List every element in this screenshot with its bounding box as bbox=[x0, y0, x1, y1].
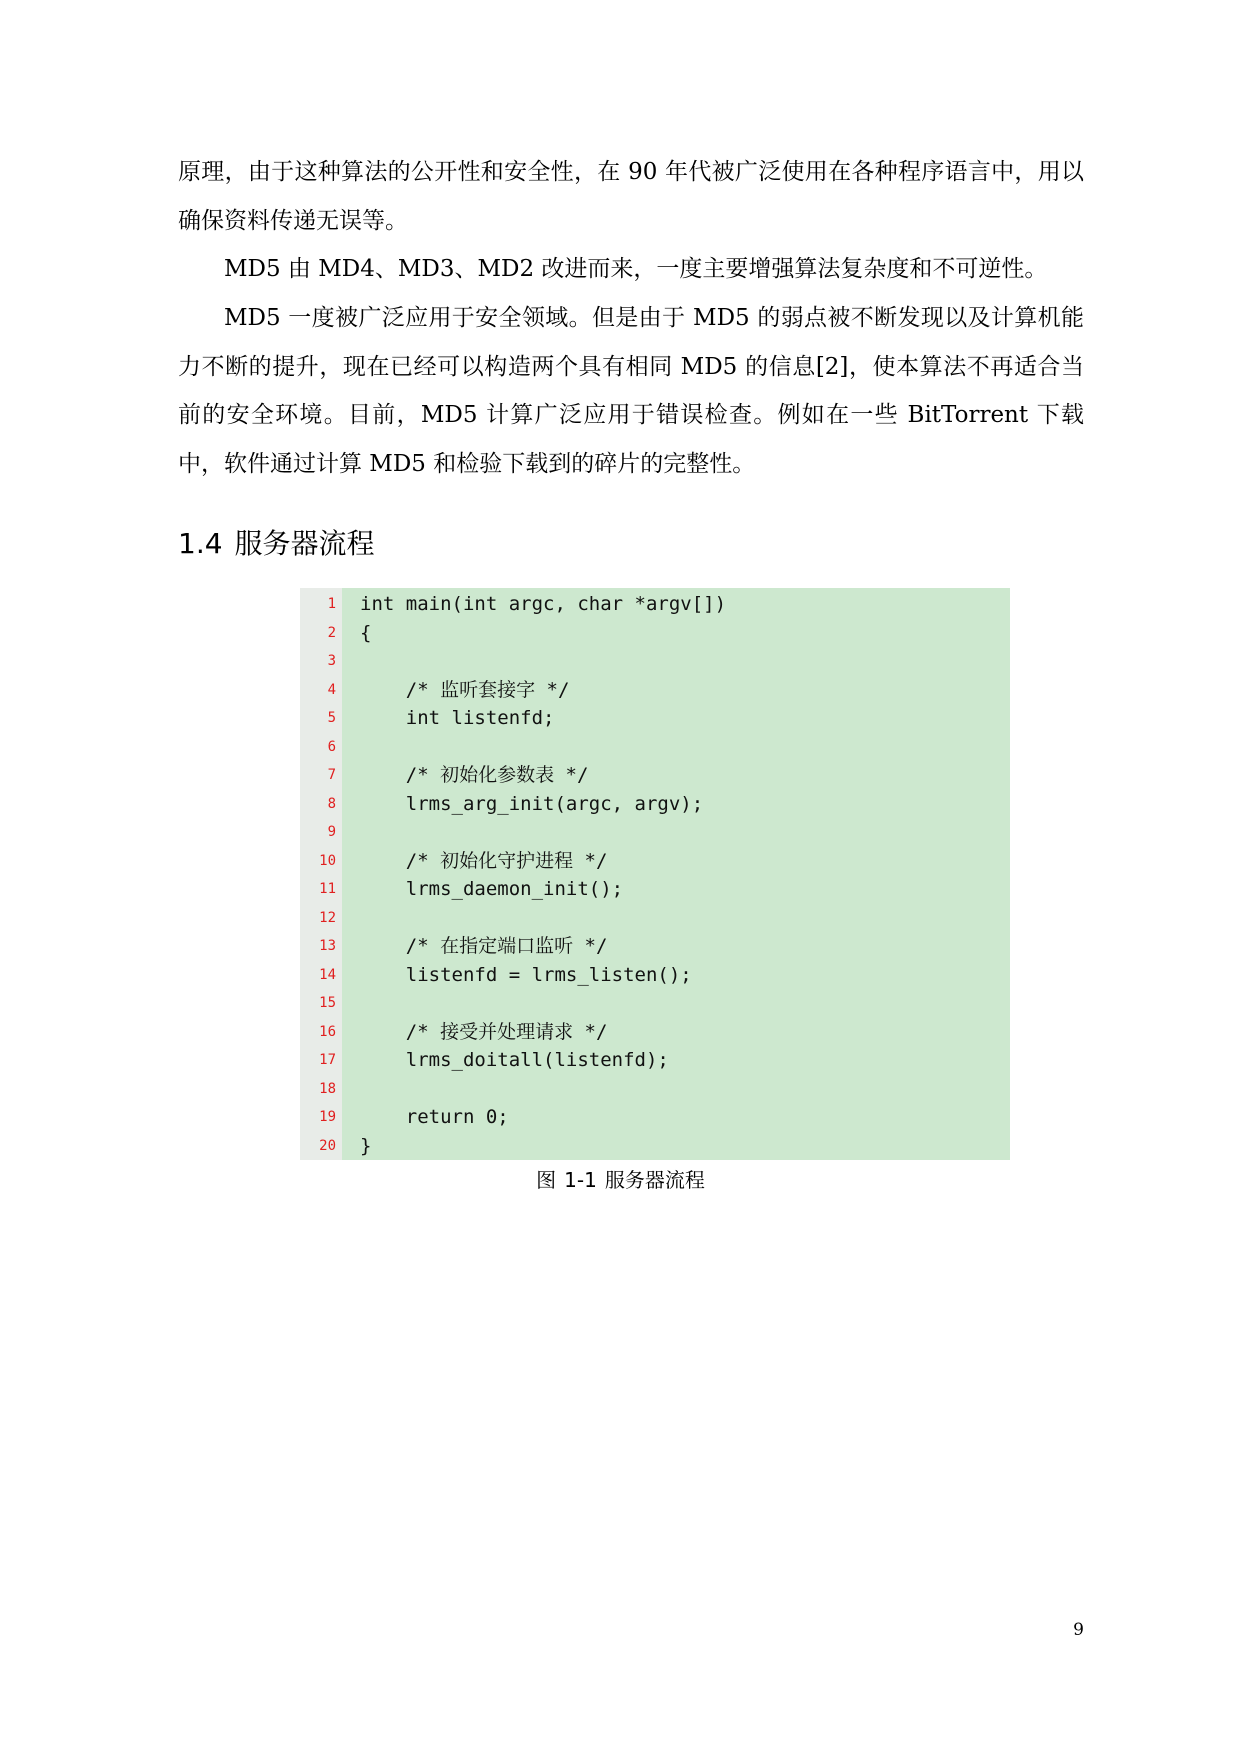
line-number: 3 bbox=[327, 653, 336, 669]
code-line: /* 初始化守护进程 */ bbox=[360, 849, 608, 872]
line-number: 6 bbox=[327, 738, 336, 755]
code-line bbox=[360, 989, 1010, 1018]
code-line: } bbox=[360, 1134, 372, 1157]
code-line: lrms_doitall(listenfd); bbox=[360, 1049, 669, 1071]
code-line: listenfd = lrms_listen(); bbox=[360, 963, 692, 986]
line-number: 15 bbox=[319, 995, 336, 1011]
line-number: 2 bbox=[327, 624, 336, 641]
code-listing bbox=[300, 588, 1010, 1160]
line-number: 17 bbox=[319, 1052, 336, 1068]
caption-label: 图 bbox=[536, 1168, 557, 1192]
line-number: 14 bbox=[319, 966, 336, 983]
page-number: 9 bbox=[1073, 1620, 1084, 1640]
line-number: 5 bbox=[327, 710, 336, 726]
line-number-gutter bbox=[300, 588, 342, 1160]
code-line: /* 接受并处理请求 */ bbox=[360, 1020, 608, 1043]
line-number: 19 bbox=[319, 1109, 336, 1125]
line-number: 10 bbox=[319, 852, 336, 869]
section-title: 服务器流程 bbox=[234, 527, 375, 560]
code-line: int main(int argc, char *argv[]) bbox=[360, 593, 727, 615]
line-number: 16 bbox=[319, 1023, 336, 1040]
code-line: /* 初始化参数表 */ bbox=[360, 764, 589, 786]
body-paragraph-3: MD5 一度被广泛应用于安全领域。但是由于 MD5 的弱点被不断发现以及计算机能力不断的提升，现在已经可以构造两个具有相同 MD5 的信息[2]，使本算法不再适合当前的安全环境。目前，MD5 计算广泛应用于错误检查。例如在一些 BitTorrent 下载中，软件通过计算 MD5 和检验下载到的碎片的完整性。 bbox=[178, 305, 1084, 477]
figure-caption bbox=[0, 1166, 1241, 1194]
code-line: { bbox=[360, 621, 372, 644]
line-number: 7 bbox=[327, 767, 336, 783]
line-number: 13 bbox=[319, 938, 336, 954]
body-paragraph-2: MD5 由 MD4、MD3、MD2 改进而来，一度主要增强算法复杂度和不可逆性。 bbox=[224, 256, 1048, 282]
code-line bbox=[360, 818, 1010, 847]
line-number: 8 bbox=[327, 795, 336, 812]
code-line bbox=[360, 733, 1010, 762]
caption-number: 1-1 bbox=[564, 1168, 597, 1192]
code-line: return 0; bbox=[360, 1106, 509, 1128]
code-line: /* 监听套接字 */ bbox=[360, 678, 570, 701]
code-line: /* 在指定端口监听 */ bbox=[360, 935, 608, 957]
line-number: 1 bbox=[327, 596, 336, 612]
code-line bbox=[360, 1075, 1010, 1104]
line-number: 18 bbox=[319, 1080, 336, 1097]
section-number: 1.4 bbox=[178, 527, 223, 560]
code-body bbox=[342, 588, 1010, 1160]
code-line: lrms_arg_init(argc, argv); bbox=[360, 792, 704, 815]
line-number: 11 bbox=[319, 881, 336, 897]
line-number: 9 bbox=[327, 824, 336, 840]
code-line: int listenfd; bbox=[360, 707, 555, 729]
body-paragraph-1: 原理，由于这种算法的公开性和安全性，在 90 年代被广泛使用在各种程序语言中，用以确保资料传递无误等。 bbox=[178, 159, 1084, 234]
line-number: 12 bbox=[319, 909, 336, 926]
line-number: 20 bbox=[319, 1137, 336, 1154]
section-heading bbox=[178, 524, 375, 564]
code-line bbox=[360, 647, 1010, 676]
code-line: lrms_daemon_init(); bbox=[360, 878, 624, 900]
code-line bbox=[360, 904, 1010, 933]
caption-title: 服务器流程 bbox=[604, 1168, 705, 1192]
line-number: 4 bbox=[327, 681, 336, 698]
